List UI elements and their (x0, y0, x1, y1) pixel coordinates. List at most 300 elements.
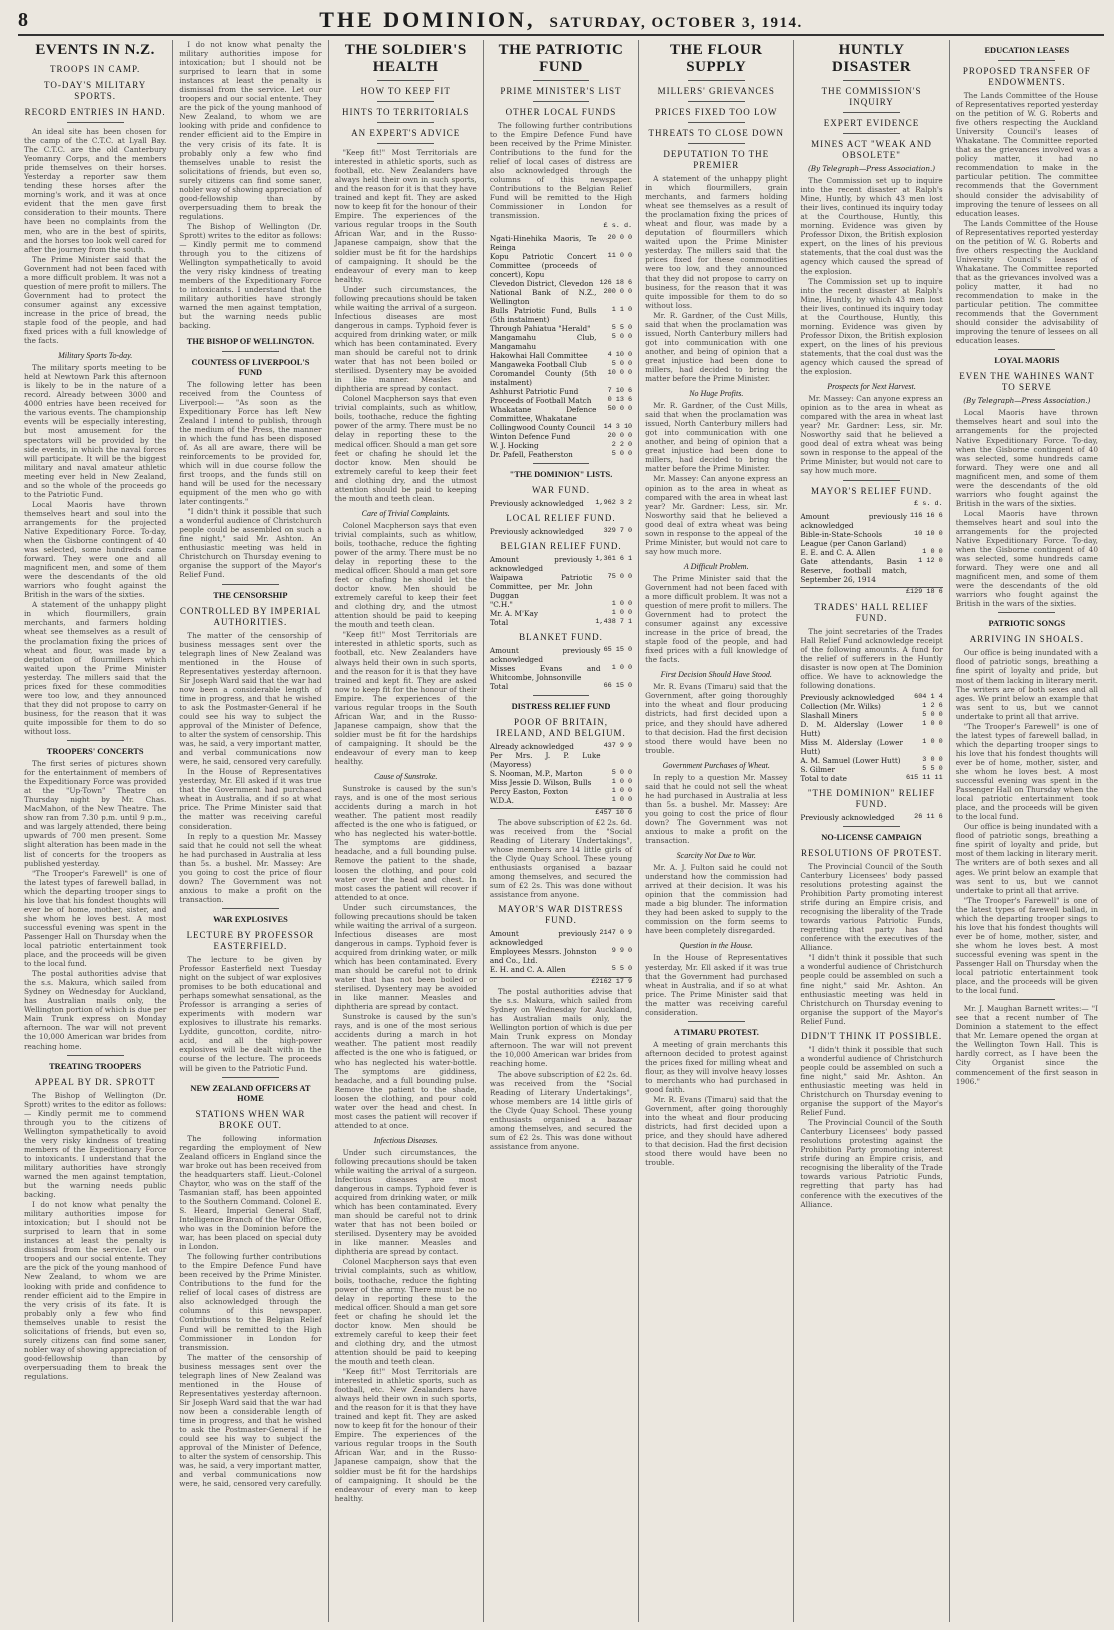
subhead-military-sports: TO-DAY'S MILITARY SPORTS. (44, 80, 147, 101)
article-paragraph: "Keep fit!" Most Territorials are interested in athletic sports, such as football, etc. New Zealanders have always held their own in such sports, and the reason for it is that they have trained and kept fit. They are asked now to keep fit for the honour of their Empire. The experiences of the various regular troops in the South African War, and in the Russo-Japanese campaign, show that the soldier must be fit for the hardships of campaigning. It should be the endeavour of every man to keep healthy. (334, 630, 477, 767)
article-paragraph: A statement of the unhappy plight in which flourmillers, grain merchants, and farmers holding wheat see themselves as a result of the proclamation fixing the prices of wheat and flour, was made by a deputation of flourmillers which waited upon the Prime Minister yesterday. The millers said that the prices fixed for these commodities were too low, and they announced that they did not propose to carry on business, for the reason that it was quite impossible for them to do so without loss. (645, 174, 788, 310)
belgian-relief-table (490, 555, 632, 627)
article-paragraph: Colonel Macpherson says that even trivial complaints, such as whitlow, boils, toothache, reduce the fighting power of the army. There must be no delay in reporting these to the medical officer. Should a man get sore feet or chafing he should let the doctor know. Men should be extremely careful to keep their feet and clothing dry, and the utmost attention should be paid to keeping the mouth and teeth clean. (334, 1257, 477, 1366)
divider (688, 80, 745, 81)
article-paragraph: The following further contributions to the Empire Defence Fund have been received by the Prime Minister. Contributions to the fund for the relief of local cases of distress are also acknowledged through the columns of this newspaper. Contributions to the Belgian Relief Fund will be remitted to the High Commissioner in London for transmission. (489, 121, 633, 221)
table-row (800, 702, 942, 711)
table-row (800, 756, 942, 765)
article-paragraph: Mr. R. Gardner, of the Cust Mills, said that when the proclamation was issued, North Canterbury millers had got into communication with one another, and being of opinion that a great injustice had been done to millers, had decided to bring the matter before the Prime Minister. (645, 310, 788, 384)
column-7 (950, 40, 1104, 1622)
table-row (490, 450, 632, 459)
column-4 (484, 40, 639, 1622)
entry-name: Total (489, 681, 509, 691)
table-row (490, 405, 632, 423)
entry-amount: 11 0 0 (607, 251, 633, 260)
entry-amount: 1 0 0 (611, 599, 633, 608)
subhead-loyal-maoris: LOYAL MAORIS (994, 356, 1060, 366)
article-paragraph: Local Maoris have thrown themselves heart and soul into the arrangements for the projected Native Expeditionary Force. To-day, when the Gisborne contingent of 40 was selected, some hundreds came forward. They were one and all magnificent men, and some of them were the descendants of the old warriors who fought against the British in the wars of the sixties. (955, 408, 1098, 508)
mayors-war-fund-table (490, 929, 632, 974)
article-paragraph: The Bishop of Wellington (Dr. Sprott) writes to the editor as follows:— Kindly permit me to commend through you to the citizens of Wellington sympathetically to avoid the very risky kindness of treating members of the Expeditionary Force to intoxicants. I understand that the military authorities have strongly warned the men against temptation, but the warning needs public backing. (24, 1090, 167, 1200)
table-row (490, 306, 632, 324)
subhead-countess-liverpool: COUNTESS OF LIVERPOOL'S FUND (191, 357, 310, 377)
article-paragraph: Our office is being inundated with a flood of patriotic songs, breathing a fine spirit of loyalty and pride, but most of them lacking in literary merit. The writers are of both sexes and all ages. We print below an example that was sent to us, but we cannot undertake to print all that arrive. (955, 648, 1098, 721)
subhead-war-explosives: WAR EXPLOSIVES (213, 914, 288, 924)
headline-huntly-disaster: HUNTLY DISASTER (832, 42, 912, 75)
subhead-proposed-transfer: PROPOSED TRANSFER OF ENDOWMENTS. (962, 66, 1091, 87)
entry-amount: 10 0 0 (607, 368, 633, 377)
subhead-mines-act: MINES ACT "WEAK AND OBSOLETE" (811, 139, 932, 160)
entry-amount: 9 9 0 (611, 947, 633, 956)
trades-hall-table (800, 693, 942, 783)
article-paragraph: The Prime Minister said that the Government had not been faced with a more difficult problem. It was not a question of mere profit to millers. The Government had to protect the consumer against any excessive increase in the price of bread, the staple food of the people, and had fixed prices with a full knowledge of the facts. (24, 254, 167, 346)
article-paragraph: The Commission set up to inquire into the recent disaster at Ralph's Mine, Huntly, by which 43 men lost their lives, continued its inquiry today at the Courthouse, Huntly, this morning. Evidence was given by Professor Dixon, the British explosion expert, on the lines of his previous statements, that the coal dust was the agency which caused the spread of the explosion. (800, 176, 943, 276)
entry-name: Misses Evans and Whitcombe, Johnsonville (489, 663, 601, 682)
headline-patriotic-fund: THE PATRIOTIC FUND (498, 42, 624, 75)
article-paragraph: The above subscription of £2 2s. 6d. was received from the "Social Reading of Literary Undertakings", whose members are 14 little girls of the Clyde Quay School. These young enthusiasts organised a bazaar among themselves, and secured the sum of £2 2s. This was done without assistance from anyone. (489, 817, 633, 899)
entry-amount: 5 0 0 (611, 449, 633, 458)
entry-name: S. Nooman, M.P., Marton (489, 768, 583, 778)
entry-name: Bible-in-State-Schools League (per Canon Garland) (800, 529, 907, 548)
entry-amount: 329 7 0 (603, 526, 633, 535)
subhead-difficult-problem: A Difficult Problem. (683, 561, 749, 571)
newspaper-title: THE DOMINION, (319, 7, 536, 32)
entry-amount: 10 10 0 (914, 529, 943, 538)
article-paragraph: A meeting of grain merchants this afternoon decided to protest against the prices fixed for milling wheat and flour, as they will involve heavy losses to merchants who had purchased in good faith. (645, 1039, 788, 1095)
subhead-sunstroke: Cause of Sunstroke. (373, 772, 438, 782)
subhead-trades-hall: TRADES' HALL RELIEF FUND. (814, 601, 929, 623)
entry-name: Already acknowledged (489, 741, 574, 751)
subhead-next-harvest: Prospects for Next Harvest. (827, 382, 916, 392)
subhead-expert-evidence: EXPERT EVIDENCE (823, 118, 920, 128)
table-row (490, 360, 632, 369)
divider (688, 122, 745, 123)
subhead-mayors-relief: MAYOR'S RELIEF FUND. (811, 485, 933, 496)
distress-relief-table (490, 742, 632, 805)
subhead-arriving-shoals: ARRIVING IN SHOALS. (969, 634, 1084, 645)
entry-amount: 3 0 0 (922, 755, 943, 764)
entry-amount: 75 0 0 (607, 572, 633, 581)
article-paragraph: The Provincial Council of the South Canterbury Licensees' body passed resolutions protesting against the Prohibition Party promoting interest strife during an Empire crisis, and recognising the liberality of the Trade towards various Patriotic Funds, regretting that party has had conference with the executives of the Alliance. (800, 861, 943, 953)
currency-header: £ s. d. (603, 221, 633, 230)
subhead-infectious: Infectious Diseases. (373, 1135, 438, 1145)
entry-name: Per Mrs. J. P. Luke (Mayoress) (489, 750, 601, 769)
article-paragraph: The Prime Minister said that the Government had not been faced with a more difficult problem. It was not a question of mere profit to millers. The Government had to protect the consumer against any excessive increase in the price of bread, the staple food of the people, and had fixed prices with a full knowledge of the facts. (645, 573, 788, 665)
article-paragraph: Sunstroke is caused by the sun's rays, and is one of the most serious accidents during a march in hot weather. The patient most readily affected is the one who is fatigued, or who has neglected his water-bottle. The symptoms are giddiness, headache, and a full bounding pulse. Remove the patient to the shade, loosen the clothing, and pour cold water over the head and chest. In most cases the patient will recover if attended to at once. (334, 784, 477, 902)
divider (533, 80, 590, 81)
divider (533, 101, 590, 102)
article-paragraph: In the House of Representatives yesterday, Mr. Ell asked if it was true that the Government had purchased wheat in Australia, and if so at what price. The Prime Minister said that the matter was receiving careful consideration. (645, 953, 788, 1017)
article-paragraph: The lecture to be given by Professor Easterfield next Tuesday night on the subject of war explosives promises to be both educational and perhaps somewhat sensational, as the Professor is arranging a series of experiments with modern war explosives to illustrate his remarks. Lyddite, guncotton, cordite, nitro-acid, and all the high-power explosives will be dealt with in the course of the lecture. The proceeds will be given to the Patriotic Fund. (179, 954, 322, 1073)
subhead-experts-advice: AN EXPERT'S ADVICE (351, 128, 461, 138)
entry-amount: 1 0 0 (611, 786, 633, 795)
table-row (800, 738, 942, 756)
entry-name: Mr. A. M'Kay (489, 608, 538, 618)
divider (998, 612, 1055, 613)
table-row (490, 573, 632, 600)
entry-name: Mangamahu Club, Mangamahu (489, 332, 597, 351)
entry-amount: 2 2 0 (611, 440, 633, 449)
entry-name: E. E. and C. A. Allen (800, 547, 876, 557)
mayors-war-total: £2162 17 9 (490, 977, 632, 987)
subhead-prime-ministers-list: PRIME MINISTER'S LIST (500, 86, 622, 96)
article-paragraph: The military sports meeting to be held at Newtown Park this afternoon is likely to be in the nature of a record. Already between 3000 and 4000 entries have been received for the various events. The championship events will be especially interesting, but most amusement for the spectators will be provided by the side events, in which the naval forces will participate. It will be the biggest military and naval amateur athletic meeting ever held in New Zealand, and so the whole of the proceeds go to the Patriotic Fund. (24, 363, 167, 499)
table-row (490, 778, 632, 787)
subhead-dominion-relief: "THE DOMINION" RELIEF FUND. (807, 787, 936, 809)
entry-name: Miss M. Alderslay (Lower Hutt) (800, 737, 903, 756)
table-row (800, 813, 942, 822)
subscription-list (490, 234, 632, 459)
entry-amount: 126 18 6 (599, 278, 633, 287)
table-row (800, 693, 942, 702)
divider (222, 351, 279, 352)
table-row (490, 609, 632, 618)
headline-flour-supply: THE FLOUR SUPPLY (670, 42, 763, 75)
article-paragraph: The following letter has been received from the Countess of Liverpool:— "As soon as the Expeditionary Force has left New Zealand I intend to publish, through the medium of the Press, the manner in which the fund has been disposed of. As all are aware, there will be reinforcements to be provided for, which will in due course follow the first troops, and the funds still on hand will be used for the necessary equipment of the men who go with later contingents." (179, 379, 322, 507)
entry-amount: 5 5 0 (611, 323, 633, 332)
entry-name: Hakowhai Hall Committee (489, 350, 588, 360)
divider (67, 740, 124, 741)
entry-amount: 5 0 0 (611, 332, 633, 341)
entry-amount: 66 15 0 (603, 681, 633, 690)
column-3 (329, 40, 484, 1622)
article-paragraph: A statement of the unhappy plight in which flourmillers, grain merchants, and farmers holding wheat see themselves as a result of the proclamation fixing the prices of wheat and flour, was made by a deputation of flourmillers which waited upon the Prime Minister yesterday. The millers said that the prices fixed for these commodities were too low, and they announced that they did not propose to carry on business, for the reason that it was quite impossible for them to do so without loss. (24, 600, 167, 736)
dominion-relief-table (800, 813, 942, 822)
divider (998, 349, 1055, 350)
entry-amount: 1 1 0 (611, 305, 633, 314)
subhead-prices-fixed: PRICES FIXED TOO LOW (655, 107, 778, 117)
subhead-blanket-fund: BLANKET FUND. (519, 631, 603, 642)
entry-name: Dr. Pafell, Featherston (489, 449, 573, 459)
entry-amount: 0 13 6 (607, 395, 633, 404)
divider (222, 584, 279, 585)
entry-amount: 1,962 3 2 (595, 498, 633, 507)
local-relief-table (490, 527, 632, 536)
article-paragraph: In reply to a question Mr. Massey said that he could not sell the wheat he had purchased in Australia at less than 5s. a bushel. Mr. Massey: Are you going to cost the price of flour down? The Government was not anxious to make a profit on the transaction. (645, 772, 788, 846)
war-fund-table (490, 499, 632, 508)
entry-amount: 5 0 0 (611, 768, 633, 777)
entry-name: Previously acknowledged (800, 692, 895, 702)
subhead-local-relief: LOCAL RELIEF FUND. (506, 512, 616, 523)
table-row (800, 774, 942, 783)
article-paragraph: Local Maoris have thrown themselves heart and soul into the arrangements for the projected Native Expeditionary Force. To-day, when the Gisborne contingent of 40 was selected, some hundreds came forward. They were one and all magnificent men, and some of them were the descendants of the old warriors who fought against the British in the wars of the sixties. (955, 508, 1098, 609)
article-paragraph: Mr. A. J. Fulton said he could not understand how the commission had arrived at their decision. It was his opinion that the commission had made a big blunder. The information they had been asked to supply to the commission on the form seems to have been completely disregarded. (645, 863, 788, 936)
article-paragraph: "Keep fit!" Most Territorials are interested in athletic sports, such as football, etc. New Zealanders have always held their own in such sports, and the reason for it is that they have trained and kept fit. They are asked now to keep fit for the honour of their Empire. The experiences of the various regular troops in the South African War, and in the Russo-Japanese campaign, show that the soldier must be fit for the hardships of campaigning. It should be the endeavour of every man to keep healthy. (334, 1367, 477, 1503)
entry-name: W. J. Hocking (489, 440, 539, 450)
headline-events-nz: EVENTS IN N.Z. (35, 42, 155, 58)
table-row (490, 423, 632, 432)
divider (843, 480, 900, 481)
article-paragraph: "The Trooper's Farewell" is one of the latest types of farewell ballad, in which the departing trooper sings to his love that his fondest thoughts will ever be of home, mother, sister, and she whom he loves best. A most successful evening was spent in the Passenger Hall on Thursday when the local patriotic entertainment took place, and the proceeds will be given to the local fund. (955, 895, 1098, 996)
table-row (490, 682, 632, 691)
entry-amount: 615 11 11 (905, 773, 943, 782)
article-paragraph: The Lands Committee of the House of Representatives reported yesterday on the petition of W. G. Roberts and five others respecting the Auckland University Council's leases of Whakatane. The Committee reported that as the grievances involved was a policy matter, it had no recommendation to make in the particular petition. The committee recommends that the Government should consider the advisability of improving the tenure of lessees on all education leases. (955, 91, 1098, 218)
article-paragraph: Mr. R. Gardner, of the Cust Mills, said that when the proclamation was issued, North Canterbury millers had got into communication with one another, and being of opinion that a great injustice had been done to millers, had decided to bring the matter before the Prime Minister. (645, 401, 788, 474)
table-row (490, 751, 632, 769)
table-row (800, 557, 942, 584)
article-paragraph: The matter of the censorship of business messages sent over the telegraph lines of New Zealand was mentioned in the House of Representatives yesterday afternoon. Sir Joseph Ward said that the war had now been a considerable length of time in progress, and that he wished to ask the Postmaster-General if he could see his way to subject the approval of the Minister of Defence, to alter the system of censorship. This was, he said, a very important matter, and verbal communications now were, he said, censored very carefully. (179, 1352, 322, 1489)
table-row (490, 600, 632, 609)
press-byline: (By Telegraph—Press Association.) (807, 164, 936, 173)
entry-amount: 20 0 0 (607, 431, 633, 440)
subhead-lecture-easterfield: LECTURE BY PROFESSOR EASTERFIELD. (186, 929, 315, 951)
entry-name: Miss Jessie D. Wilson, Bulls (489, 777, 592, 787)
table-row (800, 720, 942, 738)
table-row (490, 432, 632, 441)
article-paragraph: The postal authorities advise that the s.s. Makura, which sailed from Sydney on Wednesday for Auckland, has Australian mails only, the Wellington portion of which is due per Main Trunk express on Monday afternoon. The war will not prevent the 10,000 American war brides from reaching home. (489, 987, 633, 1069)
entry-amount: 14 3 10 (603, 422, 633, 431)
table-row (490, 646, 632, 664)
entry-name: Amount previously acknowledged (489, 929, 597, 948)
table-row (490, 387, 632, 396)
distress-total: £457 10 0 (490, 808, 632, 818)
article-paragraph: "I didn't think it possible that such a wonderful audience of Christchurch people could be assembled on such a fine night," said Mr. Ashton. An enthusiastic meeting was held in Christchurch on Thursday evening to organise the support of the Mayor's Relief Fund. (800, 1044, 943, 1118)
entry-name: W.D.A. (489, 795, 514, 805)
table-row (490, 787, 632, 796)
subhead-dominion-lists: "THE DOMINION" LISTS. (509, 469, 613, 479)
subhead-wahines: EVEN THE WAHINES WANT TO SERVE (959, 371, 1095, 393)
divider (688, 1021, 745, 1022)
entry-name: Winton Defence Fund (489, 431, 571, 441)
entry-amount: 1 2 6 (922, 701, 943, 710)
subhead-resolutions-protest: RESOLUTIONS OF PROTEST. (800, 847, 943, 858)
divider (843, 133, 900, 134)
entry-amount: 116 16 6 (910, 511, 943, 520)
article-paragraph: The Bishop of Wellington (Dr. Sprott) writes to the editor as follows:— Kindly permit me to commend through you to the citizens of Wellington sympathetically to avoid the very risky kindness of treating members of the Expeditionary Force to intoxicants. I understand that the military authorities have strongly warned the men against temptation, but the warning needs public backing. (179, 221, 322, 331)
headline-soldiers-health: THE SOLDIER'S HEALTH (344, 42, 467, 75)
article-paragraph: "I didn't think it possible that such a wonderful audience of Christchurch people could be assembled on such a fine night," said Mr. Ashton. An enthusiastic meeting was held in Christchurch on Thursday evening to organise the support of the Mayor's Relief Fund. (800, 953, 943, 1026)
article-paragraph: Local Maoris have thrown themselves heart and soul into the arrangements for the projected Native Expeditionary Force. To-day, when the Gisborne contingent of 40 was selected, some hundreds came forward. They were one and all magnificent men, and some of them were the descendants of the old warriors who fought against the British in the wars of the sixties. (24, 499, 167, 600)
table-row (490, 965, 632, 974)
table-row (490, 664, 632, 682)
article-paragraph: In the House of Representatives yesterday, Mr. Ell asked if it was true that the Government had purchased wheat in Australia, and if so at what price. The Prime Minister said that the matter was receiving careful consideration. (179, 767, 322, 831)
entry-amount: 1 12 0 (918, 556, 943, 565)
divider (67, 122, 124, 123)
entry-amount: 4 10 0 (607, 350, 633, 359)
entry-amount: 7 10 6 (607, 386, 633, 395)
entry-amount: 1 0 0 (611, 608, 633, 617)
divider (843, 80, 900, 81)
entry-amount: 1,438 7 1 (595, 617, 633, 626)
subhead-millers-grievances: MILLERS' GRIEVANCES (657, 86, 775, 96)
article-paragraph: The following information regarding the employment of New Zealand officers in England since the war broke out has been received from the headquarters staff. Lieut.-Colonel Chaytor, who was on the staff of the Tasmanian staff, has been appointed to the Southern Command. Colonel E. S. Heard, Imperial General Staff, Intelligence Branch of the War Office, who was in the Dominion before the war, has been placed on special duty in London. (179, 1133, 322, 1252)
subhead-bishop-wellington: THE BISHOP OF WELLINGTON. (186, 336, 315, 346)
divider (67, 1055, 124, 1056)
subhead-trivial-complaints: Care of Trivial Complaints. (361, 508, 450, 518)
table-row (490, 555, 632, 573)
table-row (490, 288, 632, 306)
table-row (490, 234, 632, 252)
entry-name: Waipawa Patriotic Committee, per Mr. John Duggan (489, 572, 593, 600)
article-paragraph: I do not know what penalty the military authorities impose for intoxication; but I should not be surprised to learn that in some instances at least the penalty is dismissal from the service. Let our troopers and our social entente. They are the pick of the young manhood of New Zealand, to whom we are looking with pride and confidence to render efficient aid to the Empire in the very crisis of its fate. It is probably only a few who find themselves unable to resist the solicitations of friends, but even so, surely citizens can find some saner, nobler way of showing appreciation of good-fellowship than by overpersuading them to break the regulations. (24, 1200, 167, 1381)
article-paragraph: The following further contributions to the Empire Defence Fund have been received by the Prime Minister. Contributions to the fund for the relief of local cases of distress are also acknowledged through the columns of this newspaper. Contributions to the Belgian Relief Fund will be remitted to the High Commissioner in London for transmission. (179, 1252, 322, 1352)
subhead-war-fund: WAR FUND. (531, 484, 590, 495)
entry-name: E. H. and C. A. Allen (489, 965, 566, 975)
entry-name: Collingwood County Council (489, 422, 596, 432)
subhead-patriotic-songs: PATRIOTIC SONGS (988, 619, 1066, 629)
entry-name: Whakatane Defence Committee, Whakatane (489, 404, 597, 423)
entry-name: Through Pahiatua "Herald" (489, 323, 591, 333)
article-paragraph: Sunstroke is caused by the sun's rays, and is one of the most serious accidents during a march in hot weather. The patient most readily affected is the one who is fatigued, or who has neglected his water-bottle. The symptoms are giddiness, headache, and a full bounding pulse. Remove the patient to the shade, loosen the clothing, and pour cold water over the head and chest. In most cases the patient will recover if attended to at once. (334, 1012, 477, 1130)
table-row (800, 765, 942, 774)
subhead-scarcity: Scarcity Not Due to War. (676, 851, 756, 861)
entry-amount: 1 0 0 (611, 777, 633, 786)
subhead-stations-war: STATIONS WHEN WAR BROKE OUT. (195, 1108, 306, 1130)
table-row (490, 324, 632, 333)
divider (843, 112, 900, 113)
entry-amount: 65 15 0 (603, 645, 633, 654)
column-1 (18, 40, 173, 1622)
article-paragraph: "The Trooper's Farewell" is one of the latest types of farewell ballad, in which the departing trooper sings to his love that his fondest thoughts will ever be of home, mother, sister, and she whom he loves best. A most successful evening was spent in the Passenger Hall on Thursday when the local patriotic entertainment took place, and the proceeds will be given to the local fund. (24, 868, 167, 969)
publication-date: SATURDAY, OCTOBER 3, 1914. (549, 15, 803, 31)
subhead-keep-fit: HOW TO KEEP FIT (360, 86, 451, 96)
entry-name: Amount previously acknowledged (489, 645, 601, 664)
headline-education-leases: EDUCATION LEASES (984, 46, 1070, 55)
table-row (490, 499, 632, 508)
entry-name: Total to date (800, 773, 847, 783)
article-paragraph: An ideal site has been chosen for the camp of the C.T.C. at Lyall Bay. The C.T.C. are the old Canterbury Yeomanry Corps, and the members pride themselves on their horses. Yesterday a reporter saw them tending these horses after the morning's work, and it was at once evident that the men gave first consideration to their mounts. There have been no complaints from the men, who are in the best of spirits, and the horses too look well cared for after the journey from the south. (24, 127, 167, 254)
subhead-threats-close: THREATS TO CLOSE DOWN (648, 128, 784, 138)
entry-name: Bulls Patriotic Fund, Bulls (5th instalment) (489, 305, 597, 324)
subhead-no-license: NO-LICENSE CAMPAIGN (821, 832, 922, 842)
table-row (490, 351, 632, 360)
entry-name: Kopu Patriotic Concert Committee (proceeds of concert), Kopu (489, 251, 597, 279)
table-row (490, 441, 632, 450)
masthead (18, 6, 1104, 36)
table-row (490, 333, 632, 351)
subhead-commissions-inquiry: THE COMMISSION'S INQUIRY (821, 86, 922, 107)
press-byline: (By Telegraph—Press Association.) (963, 396, 1091, 406)
article-paragraph: Mr. Massey: Can anyone express an opinion as to the area in wheat as compared with the area in wheat last year? Mr. Gardner: Less, sir. Mr. Nosworthy said that he believed a good deal of extra wheat was being sown in response to the appeal of the Prime Minister, but would not care to say how much more. (800, 394, 943, 476)
column-5 (639, 40, 794, 1622)
entry-name: Ngati-Hinehika Maoris, Te Reinga (489, 233, 597, 252)
entry-name: National Bank of N.Z., Wellington (489, 287, 597, 306)
entry-amount: 1 0 0 (922, 547, 943, 556)
subhead-distress-relief: DISTRESS RELIEF FUND (511, 701, 611, 711)
entry-amount: 5 0 0 (611, 359, 633, 368)
page-number: 8 (18, 8, 28, 31)
table-row (490, 929, 632, 947)
subhead-hints-territorials: HINTS TO TERRITORIALS (342, 107, 470, 117)
entry-amount: 50 0 0 (607, 404, 633, 413)
article-paragraph: Colonel Macpherson says that even trivial complaints, such as whitlow, boils, toothache, reduce the fighting power of the army. There must be no delay in reporting these to the medical officer. Should a man get sore feet or chafing he should let the doctor know. Men should be extremely careful to keep their feet and clothing dry, and the utmost attention should be paid to keeping the mouth and teeth clean. (334, 394, 477, 503)
divider (688, 143, 745, 144)
table-row (800, 548, 942, 557)
currency-header: £ s. d. (914, 499, 943, 508)
column-6 (794, 40, 949, 1622)
article-paragraph: Mr. Massey: Can anyone express an opinion as to the area in wheat as compared with the area in wheat last year? Mr. Gardner: Less, sir. Mr. Nosworthy said that he believed a good deal of extra wheat was being sown in response to the appeal of the Prime Minister, but would not care to say how much more. (645, 474, 788, 556)
entry-name: Previously acknowledged (489, 526, 584, 536)
divider (377, 143, 434, 144)
entry-name: A. M. Samuel (Lower Hutt) (800, 755, 901, 765)
entry-name: Mangaweka Football Club (489, 359, 587, 369)
article-paragraph: Under such circumstances, the following precautions should be taken while waiting the arrival of a surgeon. Infectious diseases are most dangerous in camps. Typhoid fever is acquired from drinking water, or milk which has been contaminated. Every man should be careful not to drink water that has not been boiled or sterilised. Dysentery may be avoided in like manner. Measles and diphtheria are spread by contact. (334, 1147, 477, 1257)
divider (688, 101, 745, 102)
article-paragraph: Our office is being inundated with a flood of patriotic songs, breathing a fine spirit of loyalty and pride, but most of them lacking in literary merit. The writers are of both sexes and all ages. We print below an example that was sent to us, but we cannot undertake to print all that arrive. (955, 822, 1098, 895)
subhead-timaru-protest: A TIMARU PROTEST. (673, 1027, 759, 1037)
article-paragraph: In reply to a question Mr. Massey said that he could not sell the wheat he had purchased in Australia at less than 5s. a bushel. Mr. Massey: Are you going to cost the price of flour down? The Government was not anxious to make a profit on the transaction. (179, 831, 322, 904)
subhead-other-local-funds: OTHER LOCAL FUNDS (505, 107, 617, 117)
entry-amount: 20 0 0 (607, 233, 633, 242)
article-paragraph: The first series of pictures shown for the entertainment of members of the Expeditionary Force was provided at the "Up-Town" Theatre on Thursday night by Mr. Chas. MacMahon, of the New Theatre. The show ran from 7.30 p.m. until 9 p.m., and was largely attended, there being upwards of 700 men present. Some slight alteration has been made in the list of concerts for the troopers as published yesterday. (24, 759, 167, 868)
divider (377, 122, 434, 123)
entry-name: Gate attendants, Basin Reserve, football match, September 26, 1914 (800, 556, 908, 584)
entry-amount: 437 9 9 (603, 741, 633, 750)
entry-amount: 5 5 0 (611, 965, 633, 974)
subhead-controlled-imperial: CONTROLLED BY IMPERIAL AUTHORITIES. (179, 605, 321, 627)
entry-amount: 1,361 6 1 (595, 554, 633, 563)
subhead-mayors-war-fund: MAYOR'S WAR DISTRESS FUND. (498, 904, 624, 926)
entry-name: Amount previously acknowledged (800, 511, 908, 530)
entry-name: Clevedon District, Clevedon (489, 278, 594, 288)
table-row (490, 947, 632, 965)
entry-amount: 604 1 4 (914, 692, 943, 701)
table-row (490, 252, 632, 279)
entry-amount (601, 751, 633, 769)
article-paragraph: Mr. R. Evans (Timaru) said that the Government, after going thoroughly into the wheat and flour producing districts, had first decided upon a price, and they should have adhered to that decision. Had the first decision stood there would have been no trouble. (645, 1095, 788, 1168)
table-row (490, 279, 632, 288)
masthead-center (319, 7, 802, 33)
article-paragraph: "I didn't think it possible that such a wonderful audience of Christchurch people could be assembled on such a fine night," said Mr. Ashton. An enthusiastic meeting was held in Christchurch on Thursday evening to organise the support of the Mayor's Relief Fund. (179, 507, 322, 580)
article-paragraph: "The Trooper's Farewell" is one of the latest types of farewell ballad, in which the departing trooper sings to his love that his fondest thoughts will ever be of home, mother, sister, and she whom he loves best. A most successful evening was spent in the Passenger Hall on Thursday when the local patriotic entertainment took place, and the proceeds will be given to the local fund. (955, 721, 1098, 822)
table-row (800, 512, 942, 530)
article-paragraph: The above subscription of £2 2s. 6d. was received from the "Social Reading of Literary Undertakings", whose members are 14 little girls of the Clyde Quay School. These young enthusiasts organised a bazaar among themselves, and secured the sum of £2 2s. This was done without assistance from anyone. (489, 1069, 633, 1151)
entry-amount: 2147 0 9 (599, 929, 633, 938)
entry-amount: 26 11 6 (914, 812, 943, 821)
article-paragraph: "Keep fit!" Most Territorials are interested in athletic sports, such as football, etc. New Zealanders have always held their own in such sports, and the reason for it is that they have trained and kept fit. They are asked now to keep fit for the honour of their Empire. The experiences of the various regular troops in the South African War, and in the Russo-Japanese campaign, show that the soldier must be fit for the hardships of campaigning. It should be the endeavour of every man to keep healthy. (334, 148, 477, 284)
entry-amount: 5 0 0 (922, 710, 943, 719)
article-paragraph: The Commission set up to inquire into the recent disaster at Ralph's Mine, Huntly, by which 43 men lost their lives, continued its inquiry today at the Courthouse, Huntly, this morning. Evidence was given by Professor Dixon, the British explosion expert, on the lines of his previous statements, that the coal dust was the agency which caused the spread of the explosion. (800, 276, 943, 377)
table-row (490, 527, 632, 536)
entry-amount: 1 0 0 (611, 795, 633, 804)
entry-name: Ashhurst Patriotic Fund (489, 386, 579, 396)
article-paragraph: Colonel Macpherson says that even trivial complaints, such as whitlow, boils, toothache, reduce the fighting power of the army. There must be no delay in reporting these to the medical officer. Should a man get sore feet or chafing he should let the doctor know. Men should be extremely careful to keep their feet and clothing dry, and the utmost attention should be paid to keeping the mouth and teeth clean. (334, 520, 477, 630)
entry-name: Slashall Miners (800, 710, 858, 720)
subhead-poor-britain: POOR OF BRITAIN, IRELAND, AND BELGIUM. (496, 716, 626, 738)
entry-name: Total (489, 617, 509, 627)
entry-name: Previously acknowledged (489, 498, 584, 508)
article-paragraph: The Provincial Council of the South Canterbury Licensees' body passed resolutions protesting against the Prohibition Party promoting interest strife during an Empire crisis, and recognising the liberality of the Trade towards various Patriotic Funds, regretting that party has had conference with the executives of the Alliance. (800, 1118, 943, 1209)
divider (377, 80, 434, 81)
subhead-belgian-relief: BELGIAN RELIEF FUND. (500, 540, 622, 551)
article-paragraph: The joint secretaries of the Trades Hall Relief Fund acknowledge receipt of the following amounts. A fund for the relief of sufferers in the Huntly disaster is now open at The Dominion office. We have to acknowledge the following donations. (800, 626, 943, 690)
subhead-no-huge-profits: No Huge Profits. (689, 389, 744, 399)
entry-name: Amount previously acknowledged (489, 554, 593, 573)
article-paragraph: Under such circumstances, the following precautions should be taken while waiting the arrival of a surgeon. Infectious diseases are most dangerous in camps. Typhoid fever is acquired from drinking water, or milk which has been contaminated. Every man should be careful not to drink water that has not been boiled or sterilised. Dysentery may be avoided in like manner. Measles and diphtheria are spread by contact. (334, 284, 477, 394)
subhead-record-entries: RECORD ENTRIES IN HAND. (24, 107, 166, 117)
subhead-didnt-think: DIDN'T THINK IT POSSIBLE. (800, 1030, 943, 1041)
column-2 (173, 40, 328, 1622)
table-row (490, 396, 632, 405)
entry-name: Percy Easton, Foxton (489, 786, 569, 796)
divider (998, 60, 1055, 61)
subhead-govt-purchases: Government Purchases of Wheat. (662, 760, 770, 770)
mayors-relief-table (800, 512, 942, 584)
table-row (490, 618, 632, 627)
table-row (800, 530, 942, 548)
table-row (490, 769, 632, 778)
entry-amount: 1 0 0 (611, 663, 633, 672)
entry-name: Coromandel County (5th instalment) (489, 368, 597, 387)
article-paragraph: The postal authorities advise that the s.s. Makura, which sailed from Sydney on Wednesday for Auckland, has Australian mails only, the Wellington portion of which is due per Main Trunk express on Monday afternoon. The war will not prevent the 10,000 American war brides from reaching home. (24, 969, 167, 1051)
entry-amount: 200 0 0 (603, 287, 633, 296)
divider (222, 1077, 279, 1078)
entry-amount: 1 0 0 (922, 719, 943, 728)
article-paragraph: Mr. R. Evans (Timaru) said that the Government, after going thoroughly into the wheat and flour producing districts, had first decided upon a price, and they should have adhered to that decision. Had the first decision stood there would have been no trouble. (645, 682, 788, 755)
column-grid (18, 40, 1104, 1622)
entry-amount: 1 0 0 (922, 737, 943, 746)
entry-name: "C.H." (489, 599, 513, 609)
divider (377, 101, 434, 102)
